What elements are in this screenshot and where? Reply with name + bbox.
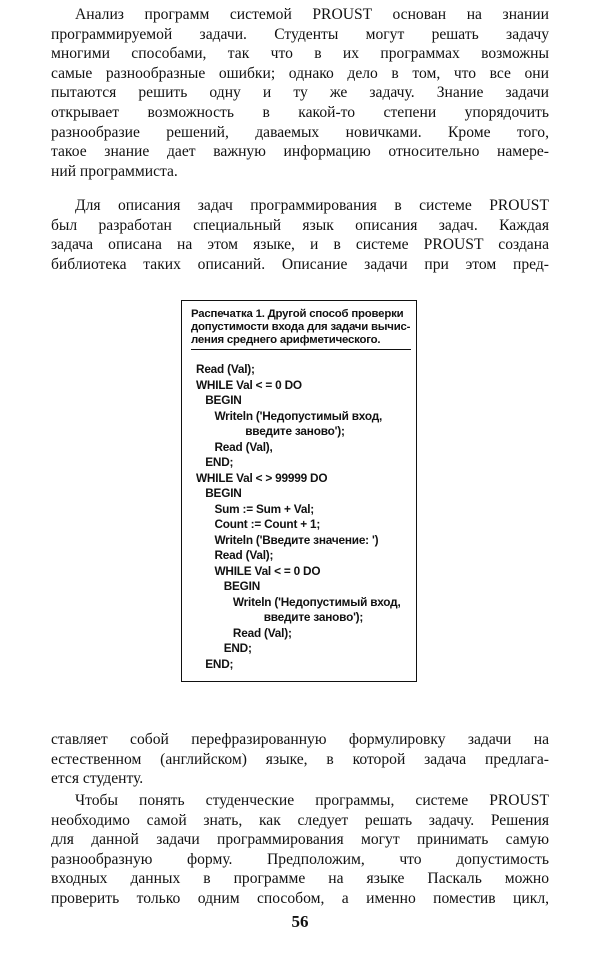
text-line: задача описана на этом языке, и в системе PROUST создана [51,236,549,254]
code-line: Count := Count + 1; [196,517,321,531]
listing-caption: Распечатка 1. Другой способ проверки допустимости входа для задачи вычис-ления среднего арифметического. [191,308,411,350]
code-line: END; [196,656,234,671]
text-line: ется студенту. [51,770,144,788]
code-line: END; [196,455,234,469]
paragraph-intro [51,5,549,181]
code-line: WHILE Val < = 0 DO [196,377,302,392]
code-line: Read (Val); [196,362,255,376]
paragraph-solutions [51,791,549,909]
code-line: Read (Val); [196,625,292,640]
code-line: Read (Val); [196,548,274,562]
code-line: WHILE Val < = 0 DO [196,563,321,578]
code-block [196,362,401,672]
code-line: Sum := Sum + Val; [196,501,314,516]
text-line: Чтобы понять студенческие программы, системе PROUST [75,792,549,809]
code-line: WHILE Val < > 99999 DO [196,470,328,485]
text-line: разнообразие решений, даваемых новичками. Кроме того, [51,123,549,141]
text-line: открывает возможность в какой-то степени упорядочить [51,103,549,121]
paragraph-task-language [51,196,549,274]
text-line: разнообразную форму. Предположим, что допустимость [51,850,549,868]
code-line: BEGIN [196,486,242,500]
code-line: BEGIN [196,393,242,407]
paragraph-task-description [51,730,549,789]
text-line: для данной задачи программирования могут принимать самую [51,831,549,849]
text-line: библиотека таких описаний. Описание задачи при этом пред- [51,255,549,273]
text-line: ставляет собой перефразированную формулировку задачи на [51,731,549,748]
text-line: входных данных в программе на языке Паскаль можно [51,870,549,888]
code-line: введите заново'); [196,610,364,624]
text-line: самые разнообразные ошибки; однако дело в том, что все они [51,64,549,82]
listing-figure [181,300,417,682]
text-line: пытаются решить одну и ту же задачу. Знание задачи [51,84,549,102]
text-line: ний программиста. [51,162,178,180]
text-line: проверить только одним способом, а именно поместив цикл, [51,889,549,907]
text-line: был разработан специальный язык описания задач. Каждая [51,216,549,234]
code-line: введите заново'); [196,424,345,438]
code-line: BEGIN [196,579,261,593]
text-line: такое знание дает важную информацию относительно намере- [51,143,549,161]
text-line: Анализ программ системой PROUST основан на знании [75,6,549,23]
text-line: Для описания задач программирования в системе PROUST [75,197,549,214]
code-line: Writeln ('Недопустимый вход, [196,408,383,423]
text-line: программируемой задачи. Студенты могут решать задачу [51,25,549,43]
code-line: END; [196,641,252,655]
code-line: Writeln ('Недопустимый вход, [196,594,401,609]
text-line: естественном (английском) языке, в которой задача предлага- [51,750,549,768]
text-line: многими способами, так что в их программах возможны [51,45,549,63]
code-line: Writeln ('Введите значение: ') [196,532,379,547]
page-number: 56 [291,912,309,931]
text-line: необходимо самой знать, как следует решать задачу. Решения [51,811,549,829]
code-line: Read (Val), [196,439,273,454]
